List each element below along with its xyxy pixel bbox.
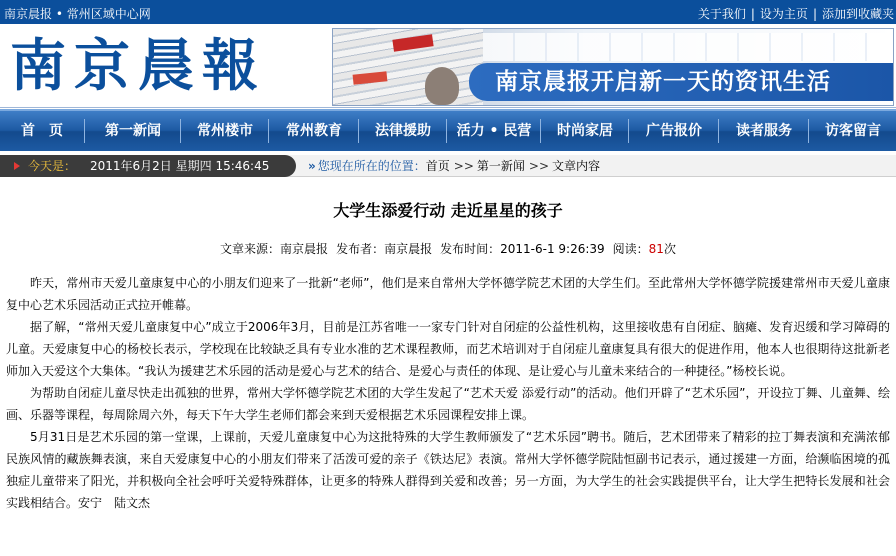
- article-paragraph: 5月31日是艺术乐园的第一堂课，上课前，天爱儿童康复中心为这批特殊的大学生教师颁发了“艺术乐园”聘书。随后，艺术团带来了精彩的拉丁舞表演和充满浓郁民族风情的藏族舞表演，来自天爱康复中心的小朋友们带来了活泼可爱的亲子《铁达尼》表演。常州大学怀德学院陆恒副书记表示，通过援建一方面，给濒临困境的孤独症儿童带来了阳光，并积极向全社会呼吁关爱特殊群体，让更多的特殊人群得到关爱和改善；另一方面，为大学生的社会实践提供平台，让大学生把特长发展和社会实践相结合。安宁 陆文杰: [6, 430, 890, 510]
- nav-item-education[interactable]: 常州教育: [286, 123, 342, 139]
- date-box: [0, 155, 296, 177]
- logo[interactable]: 南京晨報: [10, 33, 266, 99]
- article-meta: [0, 240, 896, 257]
- publisher-value: 南京晨报: [384, 242, 433, 256]
- time-label: 发布时间：: [440, 242, 501, 256]
- set-homepage-link[interactable]: 设为主页: [759, 7, 808, 21]
- article-paragraph: 昨天，常州市天爱儿童康复中心的小朋友们迎来了一批新“老师”，他们是来自常州大学怀德学院艺术团的大学生们。至此常州大学怀德学院援建常州市天爱儿童康复中心艺术乐园活动正式拉开帷幕。: [6, 276, 890, 312]
- publisher-label: 发布者：: [336, 242, 385, 256]
- breadcrumb-separator: >>: [528, 159, 550, 173]
- views-count: 81: [648, 242, 664, 256]
- source-label: 文章来源：: [220, 242, 281, 256]
- source-value: 南京晨报: [280, 242, 329, 256]
- double-chevron-right-icon: »: [308, 159, 316, 173]
- views-label: 阅读：: [612, 242, 649, 256]
- header-banner[interactable]: [332, 28, 894, 106]
- about-us-link[interactable]: 关于我们: [697, 7, 746, 21]
- breadcrumb: [308, 155, 600, 177]
- nav-item-home[interactable]: 首 页: [21, 123, 63, 139]
- site-name: 南京晨报 • 常州区域中心网: [4, 7, 151, 21]
- article-paragraph: 为帮助自闭症儿童尽快走出孤独的世界，常州大学怀德学院艺术团的大学生发起了“艺术天爱 添爱行动”的活动。他们开辟了“艺术乐园”，开设拉丁舞、儿童舞、绘画、乐器等课程，每周除周六外，每天下午大学生老师们都会来到天爱根据艺术乐园课程安排上课。: [6, 386, 890, 422]
- main-nav: [0, 109, 896, 151]
- add-favorite-link[interactable]: 添加到收藏夹: [821, 7, 894, 21]
- breadcrumb-home[interactable]: 首页: [425, 159, 450, 173]
- time-value: 2011-6-1 9:26:39: [500, 242, 605, 256]
- nav-item-property[interactable]: 常州楼市: [197, 123, 253, 139]
- info-bar: [0, 155, 896, 177]
- link-separator: |: [812, 7, 817, 21]
- nav-item-guestbook[interactable]: 访客留言: [825, 123, 881, 139]
- nav-item-ad-price[interactable]: 广告报价: [646, 123, 702, 139]
- article-paragraph: 据了解，“常州天爱儿童康复中心”成立于2006年3月，目前是江苏省唯一一家专门针对自闭症的公益性机构，这里接收患有自闭症、脑瘫、发育迟缓和学习障碍的儿童。天爱康复中心的杨校长表示，学校现在比较缺乏具有专业水准的艺术课程教师，而艺术培训对于自闭症儿童康复具有很大的促进作用，他本人也很期待这批新老师加入天爱这个大集体。“我认为援建艺术乐园的活动是爱心与艺术的结合、是爱心与责任的体现、是让爱心与儿童未来结合的一种捷径。”杨校长说。: [6, 320, 890, 378]
- today-label: 今天是：: [28, 159, 77, 173]
- top-strip: [0, 0, 896, 24]
- link-separator: |: [750, 7, 755, 21]
- nav-item-private-enterprise[interactable]: 活力 • 民营: [456, 123, 532, 139]
- banner-slogan: 南京晨报开启新一天的资讯生活: [469, 63, 893, 101]
- current-datetime: 2011年6月2日 星期四 15:46:45: [90, 159, 270, 173]
- breadcrumb-article: 文章内容: [552, 159, 601, 173]
- nav-item-first-news[interactable]: 第一新闻: [105, 123, 161, 139]
- location-label: 您现在所在的位置：: [317, 159, 426, 173]
- play-arrow-icon: [14, 162, 20, 170]
- nav-item-reader-service[interactable]: 读者服务: [736, 123, 792, 139]
- top-links: [698, 5, 894, 22]
- article-body: [6, 272, 890, 514]
- banner-decoration: [483, 33, 893, 61]
- breadcrumb-first-news[interactable]: 第一新闻: [476, 159, 525, 173]
- newspaper-collage-image: [333, 29, 483, 106]
- nav-item-legal-aid[interactable]: 法律援助: [375, 123, 431, 139]
- views-unit: 次: [663, 242, 676, 256]
- breadcrumb-separator: >>: [453, 159, 474, 173]
- nav-item-home-fashion[interactable]: 时尚家居: [557, 123, 613, 139]
- article-title: 大学生添爱行动 走近星星的孩子: [333, 201, 563, 220]
- header: [0, 24, 896, 108]
